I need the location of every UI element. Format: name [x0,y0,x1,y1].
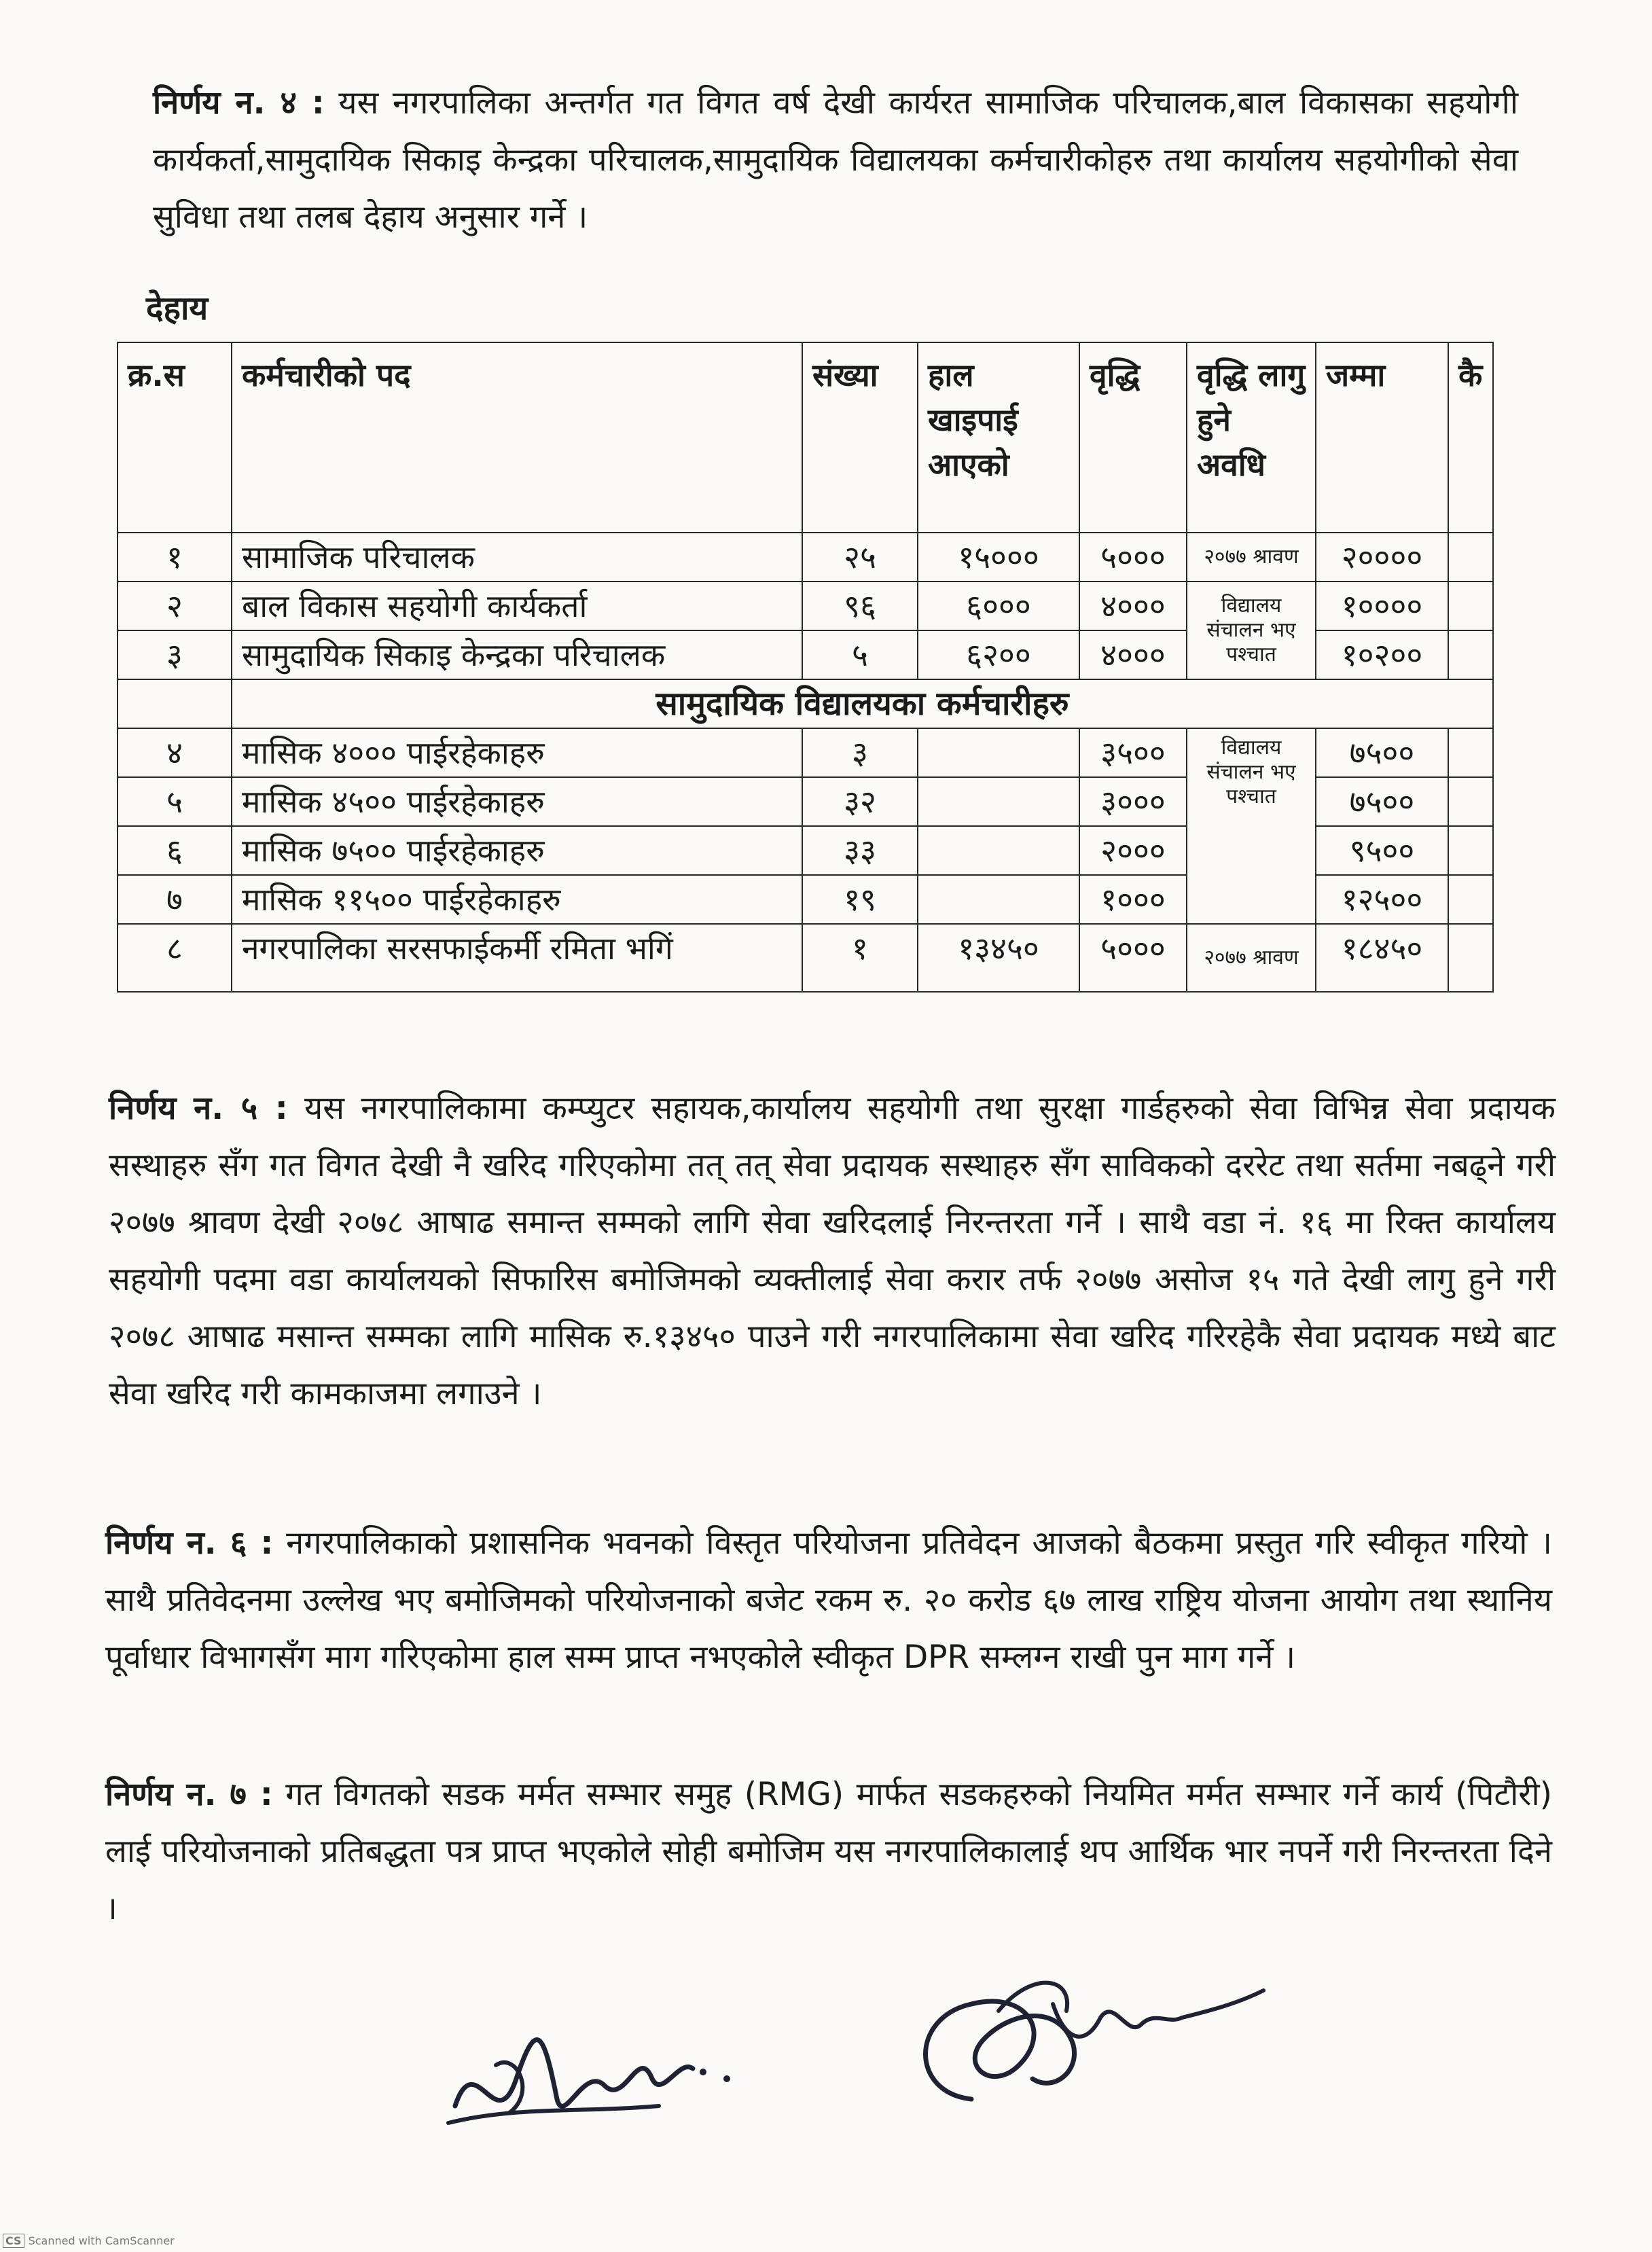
cell-remarks [1448,582,1493,630]
cell-remarks [1448,630,1493,679]
cell-post: बाल विकास सहयोगी कार्यकर्ता [232,582,802,630]
signature-left [435,2004,747,2153]
cell-period: विद्यालय संचालन भए पश्चात [1187,728,1316,924]
cell-remarks [1448,777,1493,826]
decision-5 [109,1080,1556,1423]
cell-post: मासिक ४५०० पाईरहेकाहरु [232,777,802,826]
decision-6 [105,1515,1552,1686]
decision-4-label: निर्णय न. ४ : [153,84,325,122]
cell-count: ९६ [802,582,918,630]
header-count: संख्या [802,342,918,533]
cell-current: ६२०० [918,630,1079,679]
decision-7-label: निर्णय न. ७ : [105,1776,273,1813]
cell-post: नगरपालिका सरसफाईकर्मी रमिता भगिं [232,924,802,992]
signature-right [897,1963,1277,2120]
cell-increase: ४००० [1079,630,1187,679]
cell-sn: ४ [118,728,232,777]
header-post: कर्मचारीको पद [232,342,802,533]
decision-5-label: निर्णय न. ५ : [109,1090,288,1127]
cell-total: १०२०० [1316,630,1448,679]
cell-total: ९५०० [1316,826,1448,875]
cell-period: विद्यालय संचालन भए पश्चात [1187,582,1316,679]
cell-increase: ४००० [1079,582,1187,630]
subheading-school-staff: सामुदायिक विद्यालयका कर्मचारीहरु [232,679,1493,728]
cell-count: २५ [802,533,918,582]
cell-remarks [1448,875,1493,924]
table-header-row [118,342,1493,533]
cell-sn: ३ [118,630,232,679]
cell-current: ६००० [918,582,1079,630]
cell-total: २०००० [1316,533,1448,582]
scanner-watermark [3,2234,175,2248]
scanner-logo: CS [3,2234,24,2248]
cell-total: १८४५० [1316,924,1448,992]
cell-total: १०००० [1316,582,1448,630]
dehaya-heading: देहाय [146,289,209,327]
cell-total: ७५०० [1316,728,1448,777]
cell-period: २०७७ श्रावण [1187,924,1316,992]
scanner-text: Scanned with CamScanner [28,2234,175,2247]
table-subheading-row [118,679,1493,728]
cell-post: मासिक ११५०० पाईरहेकाहरु [232,875,802,924]
cell-sn [118,679,232,728]
cell-current [918,777,1079,826]
decision-6-text: नगरपालिकाको प्रशासनिक भवनको विस्तृत परियोजना प्रतिवेदन आजको बैठकमा प्रस्तुत गरि स्वीकृत गरियो । साथै प्रतिवेदनमा उल्लेख भए बमोजिमको परियोजनाको बजेट रकम रु. २० करोड ६७ लाख राष्ट्रिय योजना आयोग तथा स्थानिय पूर्वाधार विभागसँग माग गरिएकोमा हाल सम्म प्राप्त नभएकोले स्वीकृत DPR सम्लग्न राखी पुन माग गर्ने । [105,1524,1552,1676]
decision-4-text: यस नगरपालिका अन्तर्गत गत विगत वर्ष देखी कार्यरत सामाजिक परिचालक,बाल विकासका सहयोगी कार्यकर्ता,सामुदायिक सिकाइ केन्द्रका परिचालक,सामुदायिक विद्यालयका कर्मचारीकोहरु तथा कार्यालय सहयोगीको सेवा सुविधा तथा तलब देहाय अनुसार गर्ने । [153,84,1518,236]
cell-count: ३२ [802,777,918,826]
cell-increase: ३५०० [1079,728,1187,777]
decision-6-label: निर्णय न. ६ : [105,1524,274,1562]
cell-current: १५००० [918,533,1079,582]
cell-total: १२५०० [1316,875,1448,924]
table-row [118,728,1493,777]
header-total: जम्मा [1316,342,1448,533]
decision-5-text: यस नगरपालिकामा कम्प्युटर सहायक,कार्यालय सहयोगी तथा सुरक्षा गार्डहरुको सेवा विभिन्न सेवा प्रदायक सस्थाहरु सँग गत विगत देखी नै खरिद गरिएकोमा तत् तत् सेवा प्रदायक सस्थाहरु सँग साविकको दररेट तथा सर्तमा नबढ्ने गरी २०७७ श्रावण देखी २०७८ आषाढ समान्त सम्मको लागि सेवा खरिदलाई निरन्तरता गर्ने । साथै वडा नं. १६ मा रिक्त कार्यालय सहयोगी पदमा वडा कार्यालयको सिफारिस बमोजिमको व्यक्तीलाई सेवा करार तर्फ २०७७ असोज १५ गते देखी लागु हुने गरी २०७८ आषाढ मसान्त सम्मका लागि मासिक रु.१३४५० पाउने गरी नगरपालिकामा सेवा खरिद गरिरहेकै सेवा प्रदायक मध्ये बाट सेवा खरिद गरी कामकाजमा लगाउने । [109,1090,1556,1412]
cell-current [918,875,1079,924]
cell-increase: २००० [1079,826,1187,875]
cell-remarks [1448,533,1493,582]
cell-current: १३४५० [918,924,1079,992]
cell-remarks [1448,728,1493,777]
cell-sn: ८ [118,924,232,992]
header-increase: वृद्धि [1079,342,1187,533]
cell-increase: ३००० [1079,777,1187,826]
cell-period: २०७७ श्रावण [1187,533,1316,582]
header-sn: क्र.स [118,342,232,533]
cell-sn: ७ [118,875,232,924]
cell-count: १ [802,924,918,992]
cell-post: मासिक ७५०० पाईरहेकाहरु [232,826,802,875]
cell-increase: ५००० [1079,924,1187,992]
table-row [118,582,1493,630]
cell-count: ३ [802,728,918,777]
cell-sn: ५ [118,777,232,826]
cell-post: मासिक ४००० पाईरहेकाहरु [232,728,802,777]
cell-count: १९ [802,875,918,924]
cell-total: ७५०० [1316,777,1448,826]
cell-sn: २ [118,582,232,630]
cell-current [918,728,1079,777]
cell-increase: ५००० [1079,533,1187,582]
cell-increase: १००० [1079,875,1187,924]
cell-post: सामुदायिक सिकाइ केन्द्रका परिचालक [232,630,802,679]
cell-post: सामाजिक परिचालक [232,533,802,582]
cell-count: ५ [802,630,918,679]
header-period: वृद्धि लागु हुने अवधि [1187,342,1316,533]
cell-remarks [1448,826,1493,875]
cell-sn: १ [118,533,232,582]
decision-7-text: गत विगतको सडक मर्मत सम्भार समुह (RMG) मार्फत सडकहरुको नियमित मर्मत सम्भार गर्ने कार्य (पिटौरी) लाई परियोजनाको प्रतिबद्धता पत्र प्राप्त भएकोले सोही बमोजिम यस नगरपालिकालाई थप आर्थिक भार नपर्ने गरी निरन्तरता दिने । [105,1776,1552,1927]
header-current: हाल खाइपाई आएको [918,342,1079,533]
decision-4 [153,75,1518,246]
header-remarks: कै [1448,342,1493,533]
table-row [118,924,1493,992]
cell-remarks [1448,924,1493,992]
table-row [118,533,1493,582]
cell-current [918,826,1079,875]
cell-sn: ६ [118,826,232,875]
salary-table [117,342,1494,993]
decision-7 [105,1766,1552,1937]
cell-count: ३३ [802,826,918,875]
